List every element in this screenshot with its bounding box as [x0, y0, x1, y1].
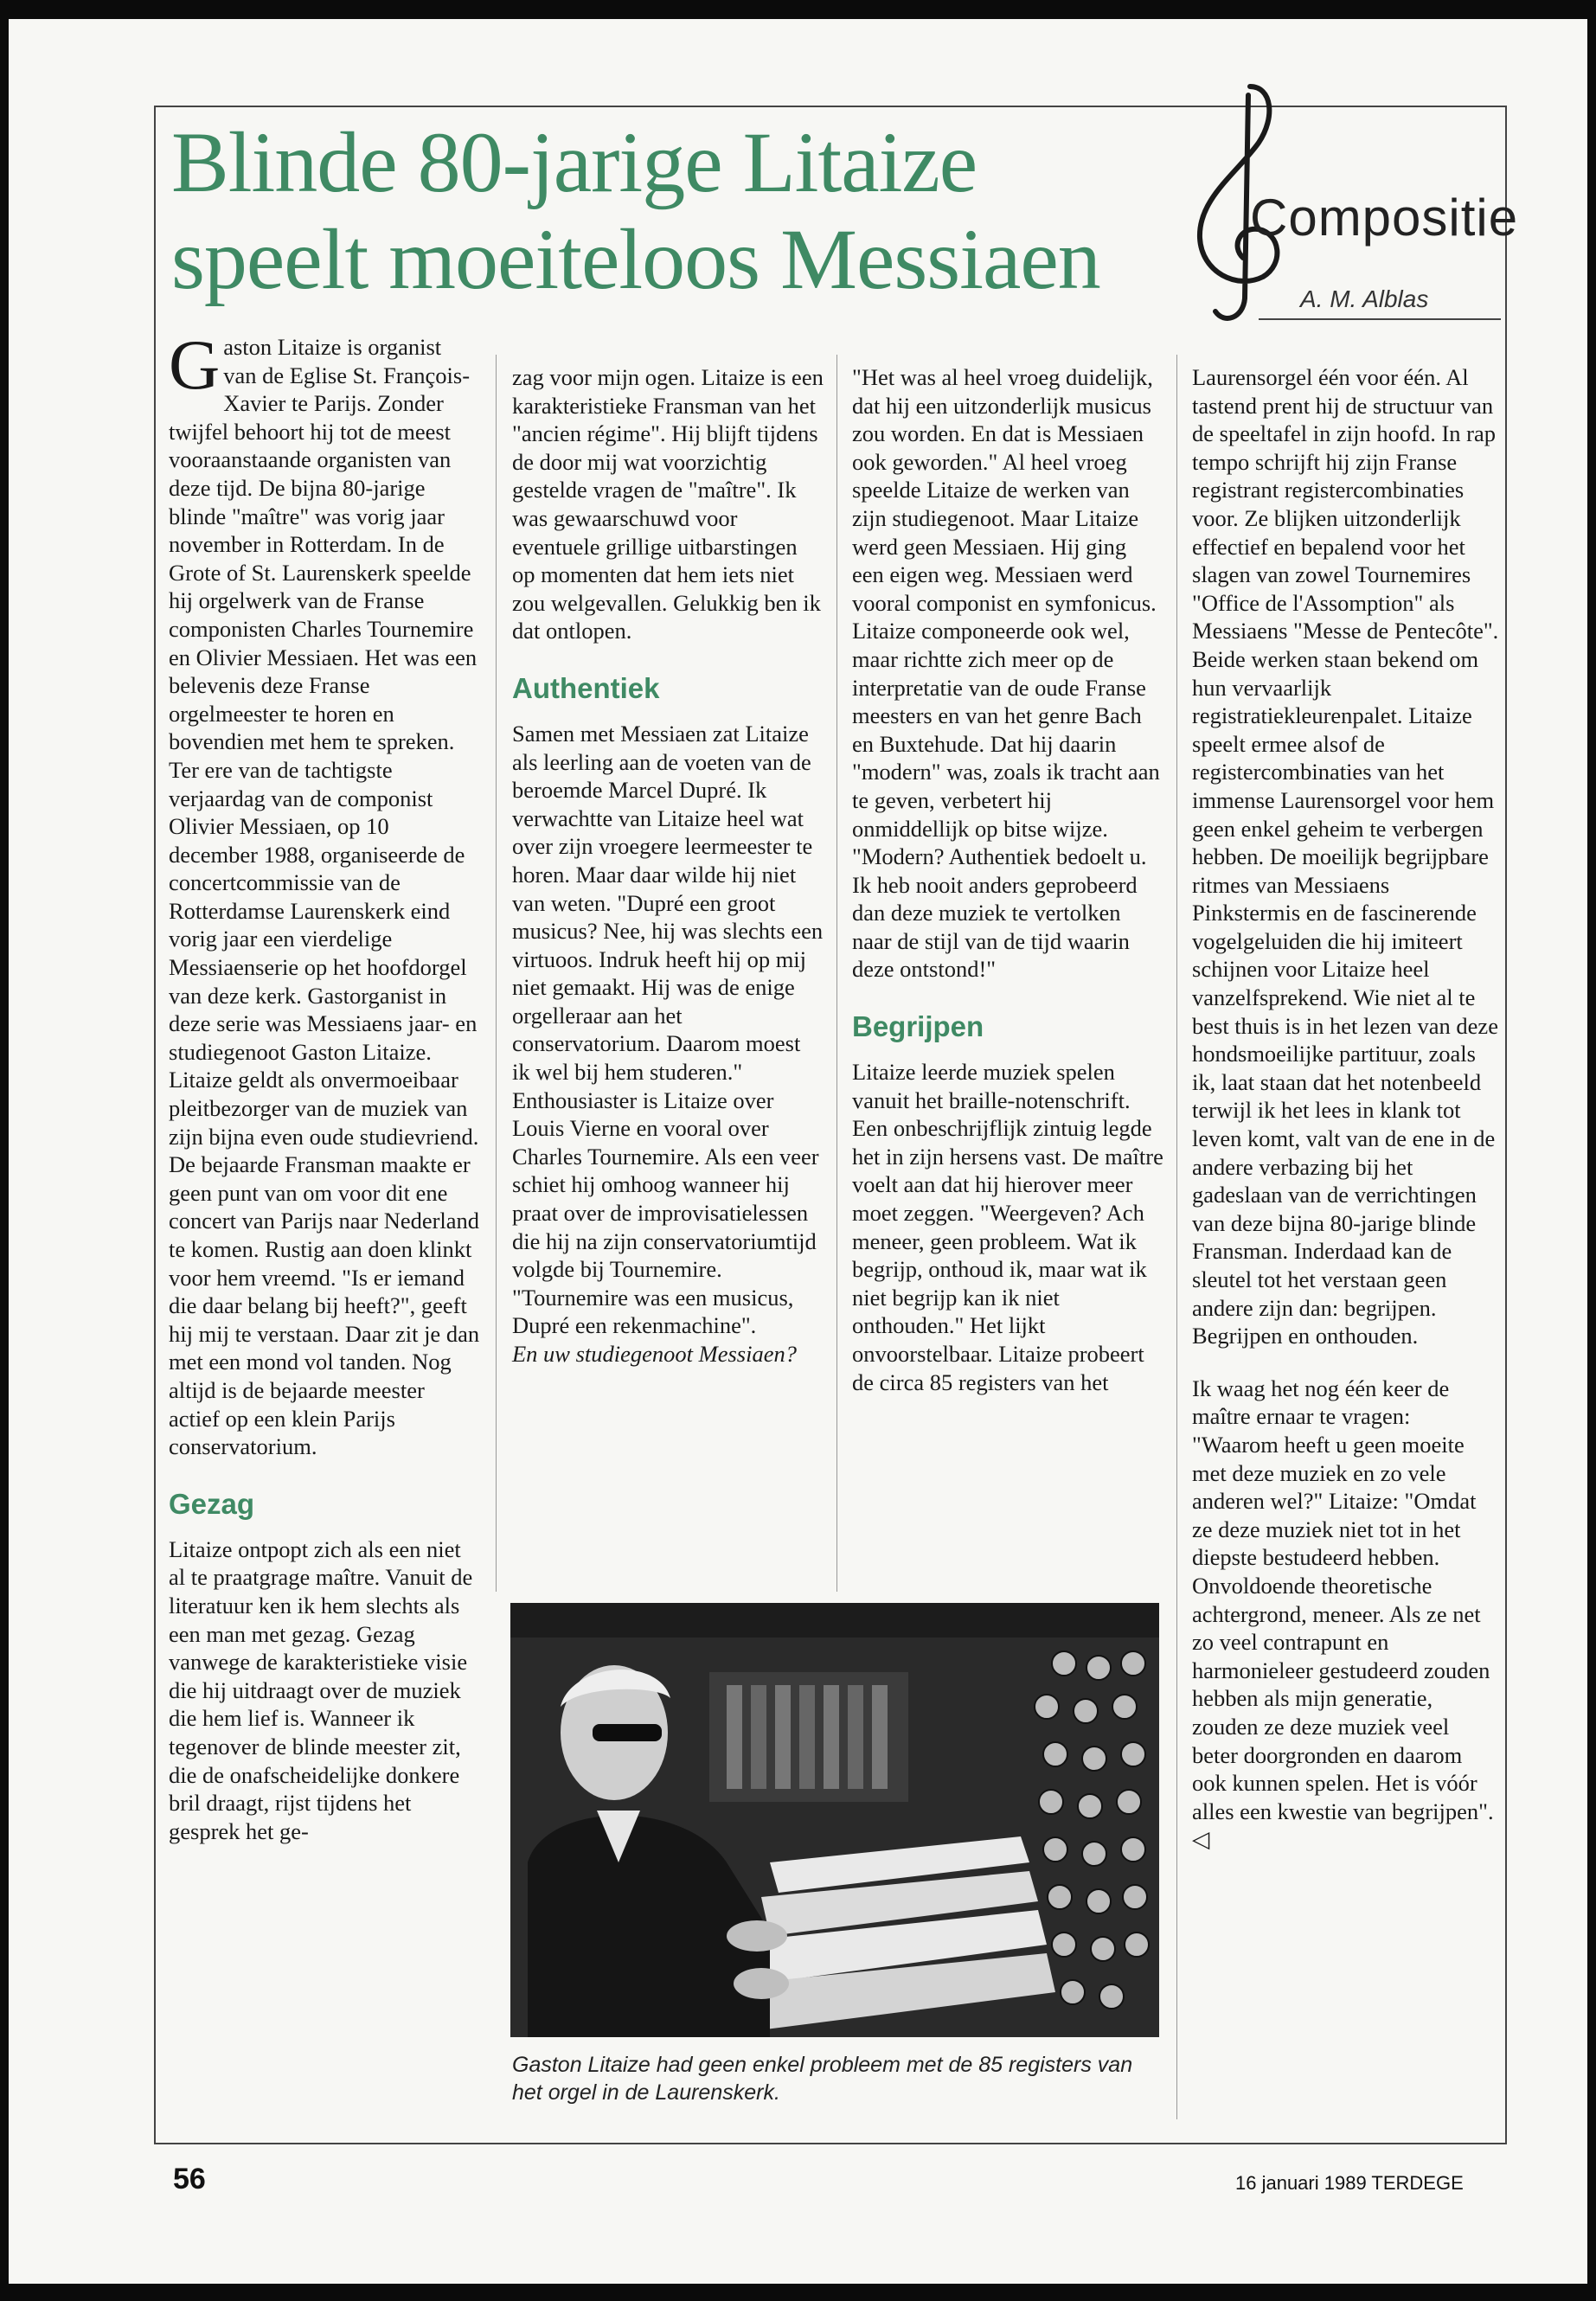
photo-caption: Gaston Litaize had geen enkel probleem met de 85 registers van het orgel in de Laurenskerk.: [512, 2053, 1133, 2105]
paragraph: Ik waag het nog één keer de maître ernaar te vragen: "Waarom heeft u geen moeite met deze muziek en zo vele anderen wel?" Litaize: "Omdat ze deze muziek niet tot in het diepste bestudeerd hebben. Onvoldoende theoretische achtergrond, meneer. Als ze net zo veel contrapunt en harmonieleer gestudeerd zouden hebben als mijn generatie, zouden ze deze muziek veel beter doorgronden en daarom ook kunnen spelen. Het is vóór alles een kwestie van begrijpen". ◁: [1192, 1375, 1494, 1853]
paragraph: "Het was al heel vroeg duidelijk, dat hij een uitzonderlijk musicus zou worden. En dat is Messiaen ook geworden." Al heel vroeg speelde Litaize de werken van zijn studiegenoot. Maar Litaize werd geen Messiaen. Hij ging een eigen weg. Messiaen werd vooral componist en symfonicus. Litaize componeerde ook wel, maar richtte zich meer op de interpretatie van de oude Franse meesters en van het genre Bach en Buxtehude. Dat hij daarin "modern" was, zoals ik tracht aan te geven, verbetert hij onmiddellijk op bitse wijze. "Modern? Authentiek bedoelt u. Ik heb nooit anders geprobeerd dan deze muziek te vertolken naar de stijl van de tijd waarin deze ontstond!": [852, 364, 1160, 983]
section-heading-begrijpen: Begrijpen: [852, 1010, 984, 1043]
paragraph: Samen met Messiaen zat Litaize als leerling aan de voeten van de beroemde Marcel Dupré. Ik verwachtte van Litaize heel wat over zijn vroegere leermeester te horen. Maar daar wilde hij niet van weten. "Dupré een groot musicus? Nee, hij was slechts een virtuoos. Indruk heeft hij op mij niet gemaakt. Hij was de enige orgelleraar aan het conservatorium. Daarom moest ik wel bij hem studeren." Enthousiaster is Litaize over Louis Vierne en vooral over Charles Tournemire. Als een veer schiet hij omhoog wanneer hij praat over de improvisatielessen die hij na zijn conservatoriumtijd volgde bij Tournemire. "Tournemire was een musicus, Dupré een rekenmachine".: [512, 720, 824, 1339]
paragraph: Litaize ontpopt zich als een niet al te praatgrage maître. Vanuit de literatuur ken ik hem slechts als een man met gezag. Gezag vanwege de karakteristieke visie die hij uitdraagt over de muziek die hem lief is. Wanneer ik tegenover de blinde meester zit, die de onafscheidelijke donkere bril draagt, rijst tijdens het gesprek het ge-: [169, 1535, 473, 1844]
rubric-rule: [1259, 318, 1501, 320]
headline-line-2: speelt moeiteloos Messiaen: [171, 211, 1100, 307]
drop-cap: G: [169, 325, 221, 404]
column-4: [1192, 363, 1499, 1854]
organ-pipes: [709, 1672, 908, 1802]
column-divider: [836, 355, 837, 1592]
interview-question: En uw studiegenoot Messiaen?: [512, 1341, 797, 1367]
paragraph: Laurensorgel één voor één. Al tastend prent hij de structuur van de speeltafel in zijn hoofd. In rap tempo schrijft hij zijn Franse registrant registercombinaties voor. Ze blijken uitzonderlijk effectief en bepalend voor het slagen van zowel Tournemires "Office de l'Assomption" als Messiaens "Messe de Pentecôte".: [1192, 364, 1499, 644]
column-2: [512, 363, 824, 1368]
intro-paragraph: [169, 325, 480, 1150]
paragraph: Beide werken staan bekend om hun vervaarlijk registratiekleurenpalet. Litaize speelt ermee alsof de registercombinaties van het immense Laurensorgel voor hem geen enkel geheim te verbergen hebben. De moeilijk begrijpbare ritmes van Messiaens Pinkstermis en de fascinerende vogelgeluiden die hij imiteert schijnen voor Litaize heel vanzelfsprekend. Wie niet al te best thuis is in het lezen van deze hondsmoeilijke partituur, zoals ik, laat staan dat het notenbeeld terwijl ik het lees in klank tot leven komt, valt van de ene in de andere verbazing bij het gadeslaan van de verrichtingen van deze bijna 80-jarige blinde Fransman. Inderdaad kan de sleutel tot het verstaan geen andere zijn dan: begrijpen. Begrijpen en onthouden.: [1192, 645, 1498, 1349]
paragraph: zag voor mijn ogen. Litaize is een karakteristieke Fransman van het "ancien régime". Hij blijft tijdens de door mij wat voorzichtig gestelde vragen de "maître". Ik was gewaarschuwd voor eventuele grillige uitbarstingen op momenten dat hem iets niet zou welgevallen. Gelukkig ben ik dat ontlopen.: [512, 364, 824, 644]
paragraph: De bejaarde Fransman maakte er geen punt van om voor dit ene concert van Parijs naar Nederland te komen. Rustig aan doen klinkt voor hem vreemd. "Is er iemand die daar belang bij heeft?", geeft hij mij te verstaan. Daar zit je dan met een mond vol tanden. Nog altijd is de bejaarde meester actief op een klein Parijs conservatorium.: [169, 1151, 480, 1460]
section-heading-authentiek: Authentiek: [512, 671, 660, 704]
column-divider: [496, 355, 497, 1592]
rubric-title: Compositie: [1250, 189, 1519, 247]
organist-photo: [510, 1603, 1159, 2037]
paragraph: Litaize leerde muziek spelen vanuit het braille-notenschrift. Een onbeschrijflijk zintuig legde het in zijn hersens vast. De maître voelt aan dat hij hierover meer moet zeggen. "Weergeven? Ach meneer, geen probleem. Wat ik begrijp, onthoud ik, maar wat ik niet begrijp kan ik niet onthouden." Het lijkt onvoorstelbaar. Litaize probeert de circa 85 registers van het: [852, 1059, 1163, 1395]
headline: [171, 114, 1140, 308]
column-3: [852, 363, 1163, 1396]
rubric-compositie: [1189, 78, 1519, 329]
column-divider: [1176, 355, 1177, 2119]
author-name: A. M. Alblas: [1300, 285, 1429, 312]
section-heading-gezag: Gezag: [169, 1487, 255, 1520]
publication-date: 16 januari 1989 TERDEGE: [1235, 2172, 1464, 2194]
page-number: 56: [173, 2163, 206, 2195]
headline-line-1: Blinde 80-jarige Litaize: [171, 114, 977, 210]
column-1: [169, 325, 480, 1845]
intro-text: aston Litaize is organist van de Eglise St. François-Xavier te Parijs. Zonder twijfel behoort hij tot de meest vooraanstaande organisten van deze tijd. De bijna 80-jarige blinde "maître" was vorig jaar november in Rotterdam. In de Grote of St. Laurenskerk speelde hij orgelwerk van de Franse componisten Charles Tournemire en Olivier Messiaen. Het was een belevenis deze Franse orgelmeester te horen en bovendien met hem te spreken. Ter ere van de tachtigste verjaardag van de componist Olivier Messiaen, op 10 december 1988, organiseerde de concertcommissie van de Rotterdamse Laurenskerk eind vorig jaar een vierdelige Messiaenserie op het hoofdorgel van deze kerk. Gastorganist in deze serie was Messiaens jaar- en studiegenoot Gaston Litaize. Litaize geldt als onvermoeibaar pleitbezorger van de muziek van zijn bijna even oude studievriend.: [169, 334, 479, 1150]
